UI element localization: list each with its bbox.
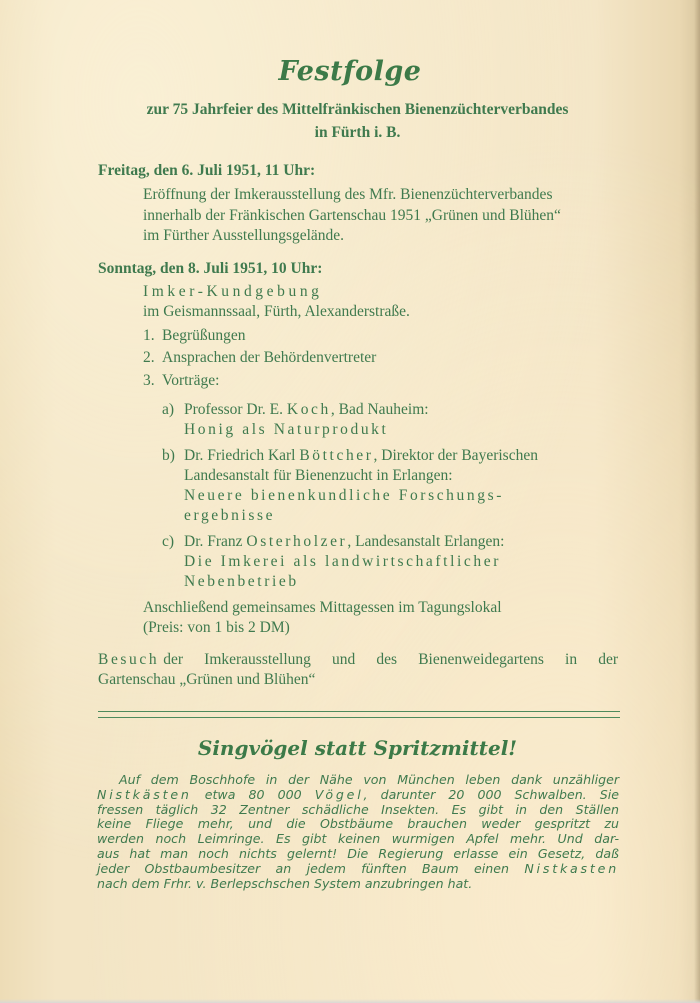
- speaker-name: Osterholzer: [246, 533, 348, 550]
- visit-word: Besuch: [98, 651, 160, 668]
- speaker-prefix: Dr. Franz: [184, 533, 247, 550]
- article-line: [97, 803, 619, 818]
- sunday-event: [143, 282, 410, 322]
- visit-line-2: Gartenschau „Grünen und Blühen“: [98, 671, 316, 688]
- visit-rest: der Imkerausstellung und des Bienenweidegartens in der: [163, 651, 618, 668]
- article-text: , darunter 20 000 Schwalben. Sie: [363, 786, 619, 802]
- friday-heading: [98, 161, 315, 181]
- program-item-number: 1.: [143, 327, 155, 344]
- program-item: [143, 348, 377, 368]
- friday-heading-text: Freitag, den 6. Juli 1951, 11 Uhr:: [98, 162, 316, 179]
- talk-letter: b): [162, 447, 175, 464]
- talk-item: [162, 446, 175, 466]
- speaker-suffix: , Landesanstalt Erlangen:: [347, 533, 505, 550]
- speaker-suffix: , Bad Nauheim:: [330, 401, 429, 418]
- speaker-name: Koch: [286, 401, 331, 418]
- talk-topic: Neuere bienenkundliche Forschungs-: [184, 487, 504, 504]
- article-text: keine Fliege mehr, und die Obstbäume brauchen weder gespritzt zu: [97, 816, 619, 832]
- friday-line: Eröffnung der Imkerausstellung des Mfr. Bienenzüchterverbandes: [143, 186, 553, 203]
- event-name: Imker-Kundgebung: [143, 283, 323, 300]
- program-item: [143, 326, 246, 346]
- talk-speaker-affiliation: Landesanstalt für Bienenzucht in Erlangen:: [184, 467, 453, 484]
- article-line: [97, 847, 619, 862]
- talk-details: [184, 400, 429, 440]
- article-line: [97, 773, 619, 788]
- talk-speaker: [184, 400, 429, 420]
- friday-line: im Fürther Ausstellungsgelände.: [143, 227, 345, 244]
- talk-details: [184, 532, 504, 592]
- emphasized-word: Vögel: [314, 786, 364, 802]
- program-item-label: Begrüßungen: [162, 327, 246, 344]
- sunday-heading-text: Sonntag, den 8. Juli 1951, 10 Uhr:: [98, 260, 323, 277]
- talk-speaker: [184, 446, 538, 466]
- program-item-label: Ansprachen der Behördenvertreter: [162, 349, 377, 366]
- subtitle-line-1: zur 75 Jahrfeier des Mittelfränkischen Bienenzüchterverbandes: [146, 101, 569, 118]
- article-line: [97, 817, 619, 832]
- page-edge-shadow: [694, 0, 700, 1003]
- article-line: [97, 877, 619, 892]
- program-item-label: Vorträge:: [162, 372, 220, 389]
- emphasized-word: Nistkasten: [524, 860, 619, 876]
- article-text: fressen täglich 32 Zentner schädliche Insekten. Es gibt in den Ställen: [97, 801, 619, 817]
- speaker-suffix: , Direktor der Bayerischen: [373, 447, 538, 464]
- talk-topic: ergebnisse: [184, 507, 276, 524]
- talk-topic: Die Imkerei als landwirtschaftlicher: [184, 553, 501, 570]
- subtitle-line-2: in Fürth i. B.: [314, 124, 401, 141]
- talk-item: [162, 400, 174, 420]
- talk-letter: c): [162, 533, 175, 550]
- talk-details: [184, 446, 538, 526]
- friday-description: [143, 185, 561, 247]
- article-text: nach dem Frhr. v. Berlepschschen System anzubringen hat.: [97, 875, 473, 891]
- talk-speaker: [184, 532, 504, 552]
- speaker-prefix: Dr. Friedrich Karl: [184, 447, 300, 464]
- lunch-price: (Preis: von 1 bis 2 DM): [143, 619, 290, 636]
- speaker-name: Böttcher: [299, 447, 374, 464]
- speaker-prefix: Professor Dr. E.: [184, 401, 287, 418]
- event-location: im Geismannssaal, Fürth, Alexanderstraße.: [143, 303, 410, 320]
- article-text: jeder Obstbaumbesitzer an jedem fünften Baum einen: [97, 860, 525, 876]
- sunday-heading: [98, 259, 322, 279]
- talk-letter: a): [162, 401, 175, 418]
- article-title: Singvögel statt Spritzmittel!: [197, 736, 518, 760]
- lunch-line: Anschließend gemeinsames Mittagessen im Tagungslokal: [143, 599, 502, 616]
- article-text: Auf dem Boschhofe in der Nähe von München leben dank unzähliger: [119, 772, 619, 787]
- article-text: werden noch Leimringe. Es gibt keinen wurmigen Apfel mehr. Und dar-: [97, 831, 619, 847]
- visit-note: [98, 650, 618, 690]
- program-item-number: 3.: [143, 372, 155, 389]
- emphasized-word: Nistkästen: [97, 786, 192, 802]
- article-text: etwa 80 000: [191, 786, 315, 802]
- friday-line: innerhalb der Fränkischen Gartenschau 1951 „Grünen und Blühen“: [143, 206, 561, 224]
- talk-item: [162, 532, 174, 552]
- article-body: [97, 773, 619, 891]
- page-bottom-edge: [0, 999, 700, 1003]
- article-line: [97, 788, 619, 803]
- article-line: [97, 862, 619, 877]
- visit-line: [98, 650, 618, 670]
- talk-topic: Nebenbetrieb: [184, 573, 299, 590]
- article-line: [97, 832, 619, 847]
- document-title: Festfolge: [278, 56, 422, 87]
- lunch-note: [143, 598, 502, 638]
- article-text: aus hat man noch nichts gelernt! Die Regierung erlasse ein Gesetz, daß: [97, 845, 619, 861]
- program-item: [143, 371, 220, 391]
- talk-topic: Honig als Naturprodukt: [184, 421, 389, 438]
- section-divider: [98, 711, 620, 718]
- program-item-number: 2.: [143, 349, 155, 366]
